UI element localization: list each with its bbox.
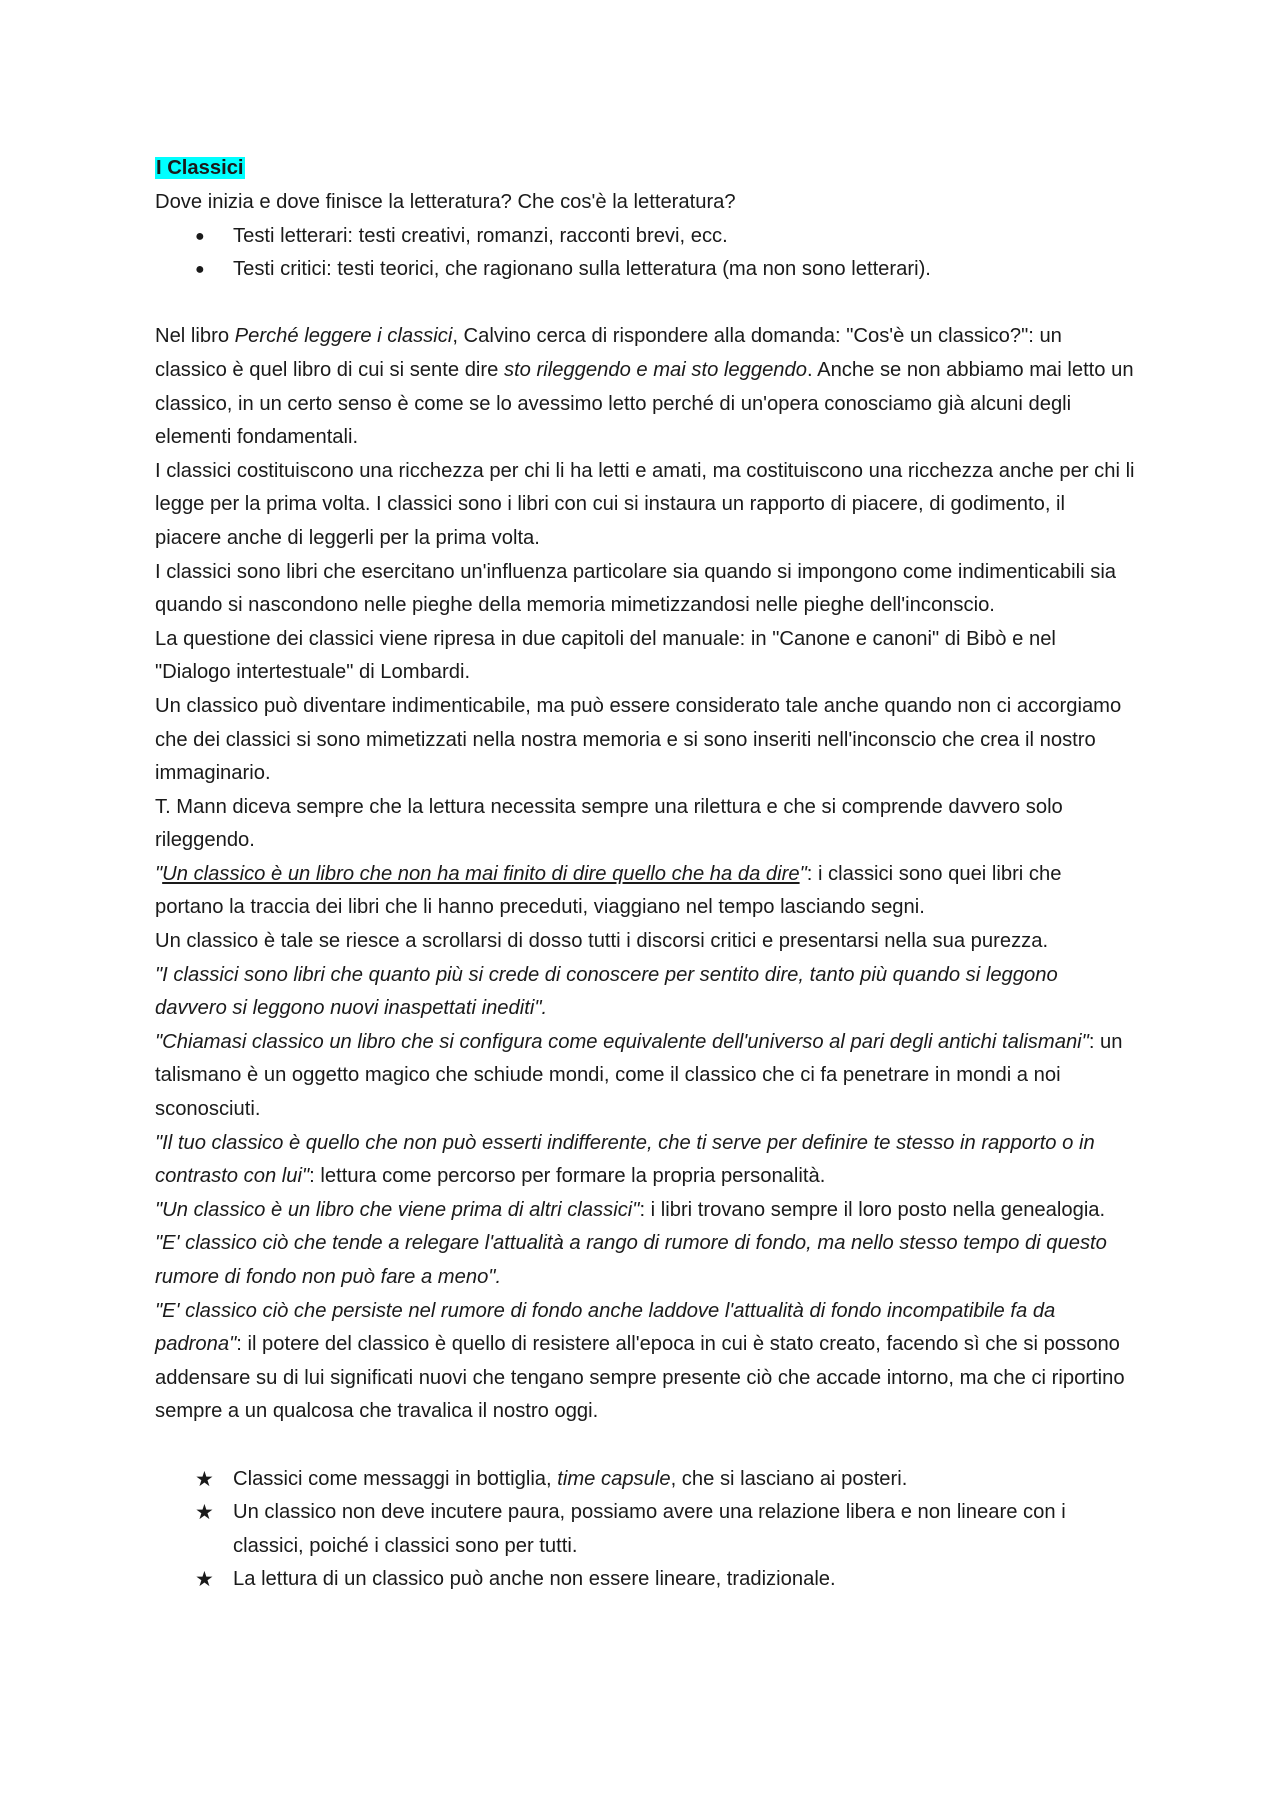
star-icon: ★ (195, 1501, 214, 1525)
star-icon: ★ (195, 1467, 214, 1491)
text-types-list (155, 220, 1135, 287)
page-title: I Classici (156, 157, 244, 179)
heading-row (155, 152, 1135, 186)
quote: "E' classico ciò che tende a relegare l'attualità a rango di rumore di fondo, ma nello stesso tempo di questo rumore di fondo non può fare a meno". (155, 1232, 1107, 1288)
paragraph-quote: "Un classico è un libro che non ha mai finito di dire quello che ha da dire": i classici sono quei libri che portano la traccia dei libri che li hanno preceduti, viaggiano nel tempo lasciando segni. (155, 862, 1062, 919)
document-page (155, 152, 1135, 1597)
list-item-text: Testi critici: testi teorici, che ragionano sulla letteratura (ma non sono letterari). (233, 258, 931, 281)
bullet-dot-icon: ● (195, 227, 205, 245)
underlined-quote: Un classico è un libro che non ha mai finito di dire quello che ha da dire (162, 862, 800, 885)
list-item: ★ La lettura di un classico può anche non essere lineare, tradizionale. (155, 1563, 1135, 1597)
paragraph: I classici costituiscono una ricchezza per chi li ha letti e amati, ma costituiscono una ricchezza anche per chi li legge per la prima volta. I classici sono i libri con cui si instaura un rapporto di piacere, di godimento, il piacere anche di leggerli per la prima volta. (155, 459, 1135, 549)
list-item (155, 253, 1135, 287)
paragraph-quote: "E' classico ciò che persiste nel rumore di fondo anche laddove l'attualità di fondo incompatibile fa da padrona": il potere del classico è quello di resistere all'epoca in cui è stato creato, facendo sì che si possono addensare su di lui significati nuovi che tengano sempre presente ciò che accade intorno, ma che ci riportino sempre a un qualcosa che travalica il nostro oggi. (155, 1299, 1125, 1423)
paragraph: I classici sono libri che esercitano un'influenza particolare sia quando si impongono come indimenticabili sia quando si nascondono nelle pieghe della memoria mimetizzandosi nelle pieghe dell'inconscio. (155, 560, 1117, 617)
quote: "Chiamasi classico un libro che si configura come equivalente dell'universo al pari degli antichi talismani" (155, 1030, 1089, 1053)
paragraph-quote (155, 1227, 1135, 1294)
intro-paragraph: Dove inizia e dove finisce la letteratura? Che cos'è la letteratura? (155, 191, 736, 213)
star-icon: ★ (195, 1568, 214, 1592)
list-item: ★ Classici come messaggi in bottiglia, time capsule, che si lasciano ai posteri. (155, 1463, 1135, 1497)
quote: "Il tuo classico è quello che non può esserti indifferente, che ti serve per definire te stesso in rapporto o in contrasto con lui" (155, 1131, 1095, 1188)
bullet-dot-icon: ● (195, 261, 205, 279)
paragraph: T. Mann diceva sempre che la lettura necessita sempre una rilettura e che si comprende davvero solo rileggendo. (155, 795, 1063, 852)
list-item (155, 220, 1135, 254)
paragraph-quote: "Un classico è un libro che viene prima di altri classici": i libri trovano sempre il loro posto nella genealogia. (155, 1198, 1106, 1221)
paragraph: Un classico può diventare indimenticabile, ma può essere considerato tale anche quando non ci accorgiamo che dei classici si sono mimetizzati nella nostra memoria e si sono inseriti nell'inconscio che crea il nostro immaginario. (155, 694, 1122, 785)
paragraph-calvino: Nel libro Perché leggere i classici, Calvino cerca di rispondere alla domanda: "Cos'è un classico?": un classico è quel libro di cui si sente dire sto rileggendo e mai sto leggendo. Anche se non abbiamo mai letto un classico, in un certo senso è come se lo avessimo letto perché di un'opera conosciamo già alcuni degli elementi fondamentali. (155, 325, 1134, 449)
quote: "E' classico ciò che persiste nel rumore di fondo anche laddove l'attualità di fondo incompatibile fa da padrona" (155, 1299, 1056, 1356)
paragraph: La questione dei classici viene ripresa in due capitoli del manuale: in "Canone e canoni" di Bibò e nel "Dialogo intertestuale" di Lombardi. (155, 627, 1056, 684)
paragraph-quote: "Chiamasi classico un libro che si configura come equivalente dell'universo al pari degli antichi talismani": un talismano è un oggetto magico che schiude mondi, come il classico che ci fa penetrare in mondi a noi sconosciuti. (155, 1030, 1123, 1121)
blank-line (155, 287, 1135, 321)
book-title: Perché leggere i classici (234, 325, 453, 348)
list-item: ★ Un classico non deve incutere paura, possiamo avere una relazione libera e non lineare con i classici, poiché i classici sono per tutti. (155, 1496, 1135, 1563)
quote: "I classici sono libri che quanto più si crede di conoscere per sentito dire, tanto più quando si leggono davvero si leggono nuovi inaspettati inediti". (155, 963, 1058, 1020)
blank-line (155, 1429, 1135, 1463)
paragraph-quote (155, 959, 1135, 1026)
quote: "Un classico è un libro che viene prima di altri classici" (155, 1198, 640, 1221)
star-list (155, 1463, 1135, 1597)
paragraph-quote: "Il tuo classico è quello che non può esserti indifferente, che ti serve per definire te stesso in rapporto o in contrasto con lui": lettura come percorso per formare la propria personalità. (155, 1131, 1095, 1188)
quote: sto rileggendo e mai sto leggendo (503, 358, 807, 381)
paragraph: Un classico è tale se riesce a scrollarsi di dosso tutti i discorsi critici e presentarsi nella sua purezza. (155, 930, 1049, 953)
list-item-text: Testi letterari: testi creativi, romanzi, racconti brevi, ecc. (233, 224, 728, 247)
